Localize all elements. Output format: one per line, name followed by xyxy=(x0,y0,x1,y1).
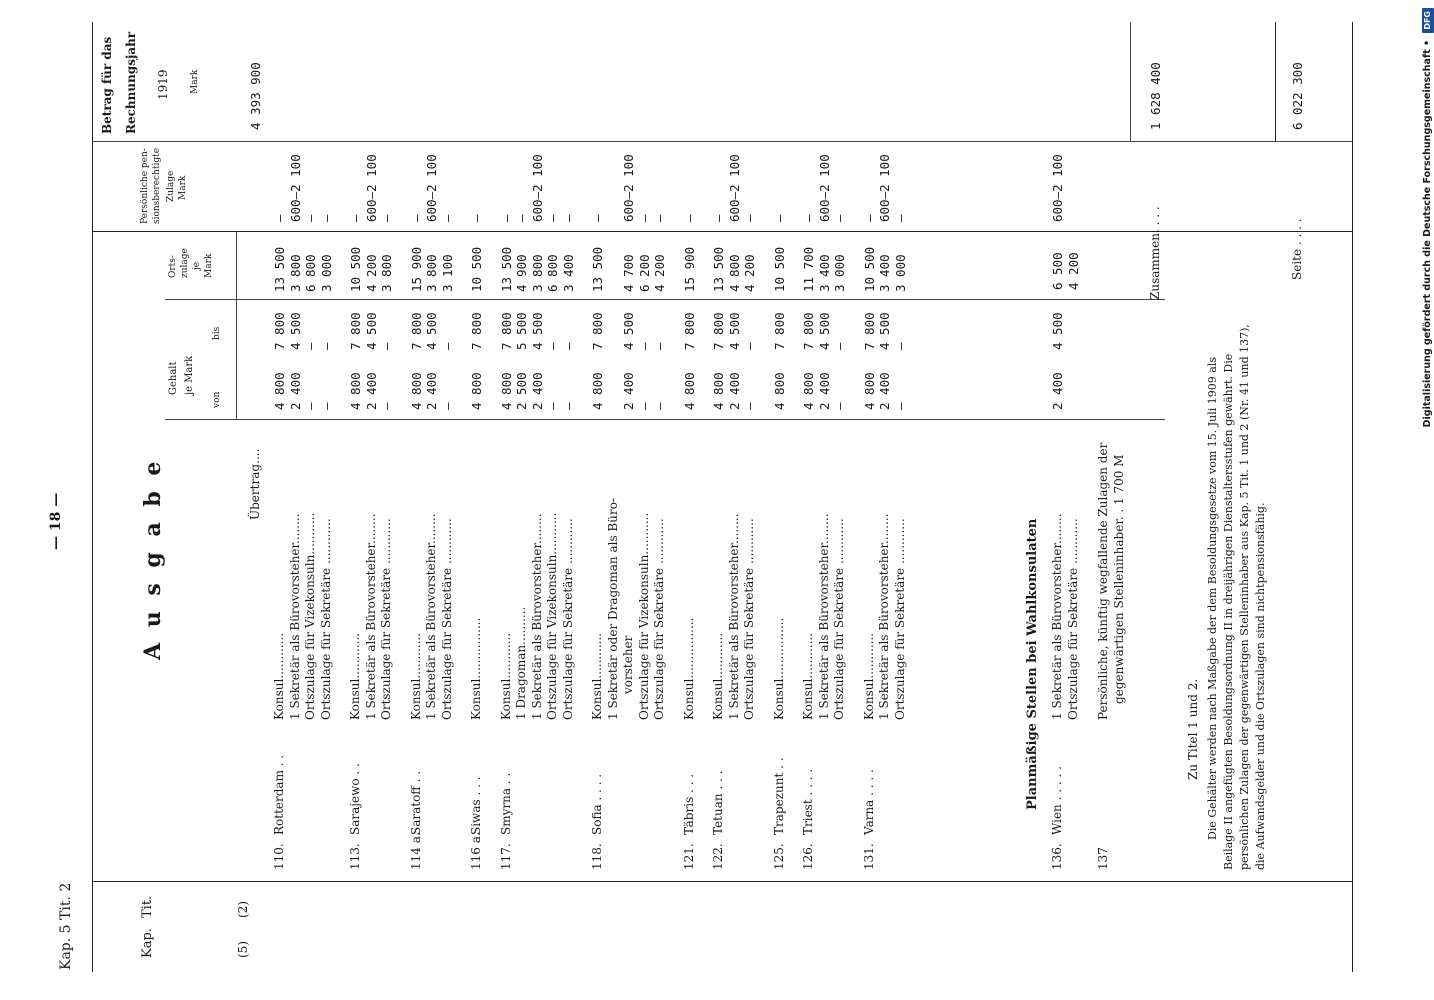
section-label: Kap. 5 Tit. 2 xyxy=(58,882,74,970)
row-orts: 3 800 xyxy=(379,254,394,292)
row-pers: — xyxy=(560,214,576,222)
section-title: A u s g a b e xyxy=(140,457,166,660)
row-pers: — xyxy=(514,214,529,222)
kap-header: Kap. xyxy=(140,928,155,958)
row-orts: 4 200 xyxy=(742,254,757,292)
row-bis: 4 500 xyxy=(726,312,742,350)
page-number: — 18 — xyxy=(48,492,64,550)
row-pers: — xyxy=(498,214,514,222)
row-pers: — xyxy=(303,214,318,222)
row-orts: 10 500 xyxy=(861,246,877,292)
row-von: 4 800 xyxy=(861,372,877,410)
row-orts: 6 800 xyxy=(303,254,318,292)
pers-header-3: Zulage xyxy=(166,170,176,202)
row-bis: — xyxy=(892,342,908,350)
row-place: Smyrna . . xyxy=(498,772,513,835)
row-orts: 6 200 xyxy=(636,254,652,292)
row-von: 4 800 xyxy=(498,372,514,410)
row-137-number: 137 xyxy=(1096,847,1110,870)
row-pers: 600—2 100 xyxy=(529,154,545,222)
row-line: Ortszulage für Sekretäre ............ xyxy=(742,518,756,720)
row-orts: 3 400 xyxy=(816,254,832,292)
row-von: — xyxy=(303,402,318,410)
row-von: 4 800 xyxy=(272,372,287,410)
row-line: Ortszulage für Sekretäre ............ xyxy=(652,518,666,720)
row-line: 1 Sekretär als Bürovorsteher........ xyxy=(363,513,378,720)
row-136-orts-2: 4 200 xyxy=(1066,252,1081,290)
row-von: — xyxy=(892,402,908,410)
row-line: Konsul............ xyxy=(590,632,604,720)
row-place: Rotterdam . . xyxy=(272,754,286,835)
row-number: 116 a. xyxy=(469,832,483,870)
row-pers: — xyxy=(832,214,847,222)
row-von: 2 400 xyxy=(424,372,439,410)
row-line: Konsul............ xyxy=(408,632,423,720)
row-pers: 600—2 100 xyxy=(363,154,379,222)
row-orts: 13 500 xyxy=(498,246,514,292)
von-header: von xyxy=(212,391,222,408)
row-137-line-1: Persönliche, künftig wegfallende Zulagen der xyxy=(1096,442,1110,720)
row-orts: 4 800 xyxy=(726,254,742,292)
row-line: 1 Sekretär als Bürovorsteher........ xyxy=(424,513,438,720)
row-number: 122. xyxy=(711,843,725,870)
row-bis: 7 800 xyxy=(590,312,605,350)
notes-line-3: persönlichen Zulagen der gegenwärtigen Stelleninhaber aus Kap. 5 Tit. 1 und 2 (Nr. 41 und 137), xyxy=(1238,324,1251,870)
row-place: Trapezunt . . xyxy=(771,757,786,835)
row-number: 126. xyxy=(801,843,815,870)
row-line: Konsul............ xyxy=(861,632,876,720)
kap-column-rule xyxy=(92,881,1352,882)
row-bis: 7 800 xyxy=(469,312,484,350)
row-bis: — xyxy=(560,342,576,350)
orts-column-rule xyxy=(165,299,1165,300)
row-line: Ortszulage für Sekretäre ............ xyxy=(318,518,333,720)
row-von: 4 800 xyxy=(771,372,787,410)
row-von: 4 800 xyxy=(681,372,697,410)
orts-header-4: Mark xyxy=(204,253,214,278)
row-pers: — xyxy=(469,214,484,222)
row-bis: 4 500 xyxy=(529,312,545,350)
row-line: Ortszulage für Sekretäre ............ xyxy=(832,518,846,720)
row-line: Konsul................ xyxy=(469,617,483,720)
row-136-bis: 4 500 xyxy=(1050,312,1065,350)
row-number: 114 a. xyxy=(408,832,423,870)
row-line: Konsul............ xyxy=(272,632,286,720)
row-137-line-2: gegenwärtigen Stelleninhaber. . 1 700 M xyxy=(1112,454,1126,704)
row-line: 1 Sekretär oder Dragoman als Büro- xyxy=(605,498,620,720)
gehalt-column-rule xyxy=(165,419,1165,420)
row-bis: 7 800 xyxy=(272,312,287,350)
row-pers: 600—2 100 xyxy=(287,154,303,222)
betrag-header-3: 1919 xyxy=(156,69,170,100)
row-bis: 4 500 xyxy=(424,312,439,350)
row-pers: — xyxy=(439,214,455,222)
row-number: 121. xyxy=(681,843,696,870)
row-orts: 3 400 xyxy=(560,254,576,292)
gehalt-header: Gehalt xyxy=(168,361,179,395)
row-pers: — xyxy=(742,214,757,222)
row-orts: 3 800 xyxy=(529,254,545,292)
row-orts: 3 800 xyxy=(287,254,303,292)
row-von: 2 400 xyxy=(621,372,636,410)
tit-value: (2) xyxy=(236,901,250,918)
row-place: Saratoff . . xyxy=(408,770,423,835)
row-bis: — xyxy=(379,342,394,350)
row-bis: 7 800 xyxy=(771,312,787,350)
row-von: — xyxy=(742,402,757,410)
row-von: — xyxy=(545,402,560,410)
row-136-line-1: 1 Sekretär als Bürovorsteher........ xyxy=(1050,513,1064,720)
row-von: 4 800 xyxy=(469,372,484,410)
row-bis: 4 500 xyxy=(287,312,303,350)
row-number: 131. xyxy=(861,843,876,870)
pers-header-1: Persönliche pen- xyxy=(140,148,150,224)
row-pers: 600—2 100 xyxy=(726,154,742,222)
row-pers: — xyxy=(379,214,394,222)
row-bis: 7 800 xyxy=(498,312,514,350)
row-line: Ortszulage für Vizekonsuln........... xyxy=(636,512,651,720)
orts-header-2: zulage xyxy=(180,248,190,278)
seite-rule xyxy=(1275,22,1276,142)
notes-heading: Zu Titel 1 und 2. xyxy=(1186,678,1200,780)
row-bis: — xyxy=(318,342,334,350)
row-von: — xyxy=(652,402,667,410)
pers-header-4: Mark xyxy=(178,175,188,200)
row-von: 4 800 xyxy=(590,372,605,410)
row-bis: 7 800 xyxy=(408,312,424,350)
row-pers: — xyxy=(711,214,726,222)
row-bis: 7 800 xyxy=(348,312,363,350)
row-place: Triest . . . . xyxy=(801,768,815,835)
je-mark-header: je Mark xyxy=(184,355,195,395)
row-bis: 4 500 xyxy=(877,312,892,350)
row-orts: 13 500 xyxy=(272,246,287,292)
row-line: 1 Sekretär als Bürovorsteher........ xyxy=(287,513,302,720)
row-number: 113. xyxy=(348,843,362,870)
row-pers: — xyxy=(801,214,816,222)
row-orts: 10 500 xyxy=(771,246,787,292)
row-orts: 3 100 xyxy=(439,254,455,292)
row-number: 117. xyxy=(498,843,513,870)
row-bis: 4 500 xyxy=(816,312,832,350)
row-bis: — xyxy=(742,342,757,350)
row-orts: 6 800 xyxy=(545,254,560,292)
row-bis: — xyxy=(303,342,318,350)
seite-label: Seite . . . . xyxy=(1290,218,1304,280)
orts-header-3: je xyxy=(192,261,202,270)
row-line: Konsul............ xyxy=(498,632,513,720)
kap-value: (5) xyxy=(236,941,250,958)
row-line: Ortszulage für Vizekonsuln........... xyxy=(303,512,317,720)
row-number: 118. xyxy=(590,843,604,870)
uebertrag-label: Übertrag.... xyxy=(248,448,262,520)
row-orts: 15 900 xyxy=(681,246,697,292)
row-place: Sofia . . . . xyxy=(590,773,604,835)
dfg-credit-text: Digitalisierung gefördert durch die Deutsche Forschungsgemeinschaft • xyxy=(1422,39,1433,428)
row-von: 2 400 xyxy=(529,372,545,410)
row-line: Ortszulage für Sekretäre ............ xyxy=(560,518,575,720)
seite-amount: 6 022 300 xyxy=(1290,62,1305,130)
row-von: — xyxy=(560,402,576,410)
row-orts: 4 200 xyxy=(363,254,379,292)
row-orts: 4 200 xyxy=(652,254,667,292)
row-orts: 15 900 xyxy=(408,246,424,292)
bis-header: bis xyxy=(212,326,222,340)
row-von: 2 400 xyxy=(816,372,832,410)
row-orts: 3 000 xyxy=(832,254,847,292)
row-136-number: 136. xyxy=(1050,843,1064,870)
row-orts: 3 400 xyxy=(877,254,892,292)
row-orts: 13 500 xyxy=(590,246,605,292)
row-pers: — xyxy=(545,214,560,222)
row-line: vorsteher xyxy=(621,635,635,694)
row-line: 1 Sekretär als Bürovorsteher........ xyxy=(877,513,891,720)
row-bis: — xyxy=(832,342,847,350)
row-orts: 3 000 xyxy=(892,254,908,292)
row-pers: — xyxy=(636,214,652,222)
row-orts: 10 500 xyxy=(469,246,484,292)
pers-header-2: sionsberechtigte xyxy=(152,147,162,224)
row-orts: 3 000 xyxy=(318,254,334,292)
row-line: 1 Sekretär als Bürovorsteher........ xyxy=(726,513,741,720)
orts-header-1: Orts- xyxy=(168,255,178,278)
row-line: 1 Sekretär als Bürovorsteher........ xyxy=(529,513,544,720)
row-pers: 600—2 100 xyxy=(621,154,636,222)
row-line: Konsul............ xyxy=(348,632,362,720)
row-pers: 600—2 100 xyxy=(424,154,439,222)
row-von: 4 800 xyxy=(348,372,363,410)
row-pers: 600—2 100 xyxy=(816,154,832,222)
row-von: 2 400 xyxy=(877,372,892,410)
betrag-header-2: Rechnungsjahr xyxy=(124,31,138,134)
row-number: 110. xyxy=(272,843,286,870)
row-orts: 4 700 xyxy=(621,254,636,292)
header-under-rule xyxy=(236,232,237,420)
row-bis: 7 800 xyxy=(711,312,726,350)
row-bis: 4 500 xyxy=(621,312,636,350)
row-pers: — xyxy=(892,214,908,222)
row-von: 2 500 xyxy=(514,372,529,410)
betrag-header-4: Mark xyxy=(190,69,200,94)
row-line: Konsul............ xyxy=(711,632,725,720)
row-pers: — xyxy=(590,214,605,222)
row-line: Konsul............ xyxy=(801,632,815,720)
row-place: Siwas . . . xyxy=(469,776,483,835)
zusammen-rule xyxy=(1130,22,1131,142)
row-place: Tetuan . . . xyxy=(711,770,725,835)
row-orts: 10 500 xyxy=(348,246,363,292)
row-von: 2 400 xyxy=(726,372,742,410)
row-pers: — xyxy=(861,214,877,222)
row-von: 4 800 xyxy=(408,372,424,410)
notes-line-1: Die Gehälter werden nach Maßgabe der dem Besoldungsgesetze vom 15. Juli 1909 als xyxy=(1206,357,1219,840)
dfg-credit xyxy=(1420,8,1434,992)
row-136-place: Wien . . . . . xyxy=(1050,766,1064,835)
row-von: — xyxy=(318,402,334,410)
bottom-rule xyxy=(1352,22,1353,972)
notes-line-2: Beilage II angefügten Besoldungsordnung II in dreijährigen Dienstaltersstufen gewährt. Die xyxy=(1222,353,1235,870)
row-von: — xyxy=(379,402,394,410)
tit-header: Tit. xyxy=(140,895,155,918)
row-von: 4 800 xyxy=(801,372,816,410)
row-orts: 4 900 xyxy=(514,254,529,292)
row-orts: 13 500 xyxy=(711,246,726,292)
row-136-von: 2 400 xyxy=(1050,372,1065,410)
wahl-heading: Planmäßige Stellen bei Wahlkonsulaten xyxy=(1025,518,1040,810)
row-bis: 7 800 xyxy=(801,312,816,350)
row-place: Sarajewo . . xyxy=(348,763,362,835)
row-136-pers: 600—2 100 xyxy=(1050,154,1065,222)
betrag-column-rule xyxy=(92,141,1352,142)
row-line: Ortszulage für Sekretäre ............ xyxy=(439,518,454,720)
notes-line-4: die Aufwandsgelder und die Ortszulagen sind nichtpensionsfähig. xyxy=(1254,502,1267,870)
row-orts: 11 700 xyxy=(801,246,816,292)
row-von: — xyxy=(636,402,652,410)
row-von: 4 800 xyxy=(711,372,726,410)
row-pers: — xyxy=(681,214,697,222)
row-von: 2 400 xyxy=(287,372,303,410)
zusammen-amount: 1 628 400 xyxy=(1148,62,1163,130)
row-bis: 5 500 xyxy=(514,312,529,350)
row-von: — xyxy=(439,402,455,410)
row-von: — xyxy=(832,402,847,410)
row-bis: — xyxy=(545,342,560,350)
row-von: 2 400 xyxy=(363,372,379,410)
row-place: Täbris . . . xyxy=(681,773,696,835)
row-bis: 7 800 xyxy=(681,312,697,350)
row-line: Ortszulage für Sekretäre ............ xyxy=(379,518,393,720)
row-pers: — xyxy=(771,214,787,222)
row-line: Ortszulage für Sekretäre ............ xyxy=(892,518,907,720)
row-pers: — xyxy=(348,214,363,222)
amount-column-rule xyxy=(92,231,1352,232)
row-orts: 3 800 xyxy=(424,254,439,292)
row-line: 1 Dragoman.......... xyxy=(514,606,528,720)
row-line: 1 Sekretär als Bürovorsteher........ xyxy=(816,513,831,720)
row-136-line-2: Ortszulage für Sekretäre ............ xyxy=(1066,518,1080,720)
row-pers: 600—2 100 xyxy=(877,154,892,222)
betrag-header-1: Betrag für das xyxy=(100,36,114,134)
zusammen-label: Zusammen. . . . xyxy=(1148,206,1162,300)
row-pers: — xyxy=(408,214,424,222)
uebertrag-amount: 4 393 900 xyxy=(248,62,263,130)
row-pers: — xyxy=(272,214,287,222)
row-bis: 7 800 xyxy=(861,312,877,350)
row-bis: 4 500 xyxy=(363,312,379,350)
row-pers: — xyxy=(652,214,667,222)
row-bis: — xyxy=(636,342,652,350)
row-pers: — xyxy=(318,214,334,222)
row-line: Konsul................ xyxy=(681,617,696,720)
row-136-orts-1: 6 500 xyxy=(1050,252,1065,290)
row-line: Konsul................ xyxy=(771,617,786,720)
row-bis: — xyxy=(652,342,667,350)
row-bis: — xyxy=(439,342,455,350)
dfg-logo: DFG xyxy=(1422,8,1434,33)
top-rule xyxy=(92,22,93,972)
row-number: 125. xyxy=(771,843,786,870)
row-place: Varna . . . . xyxy=(861,769,876,835)
row-line: Ortszulage für Vizekonsuln........... xyxy=(545,512,559,720)
